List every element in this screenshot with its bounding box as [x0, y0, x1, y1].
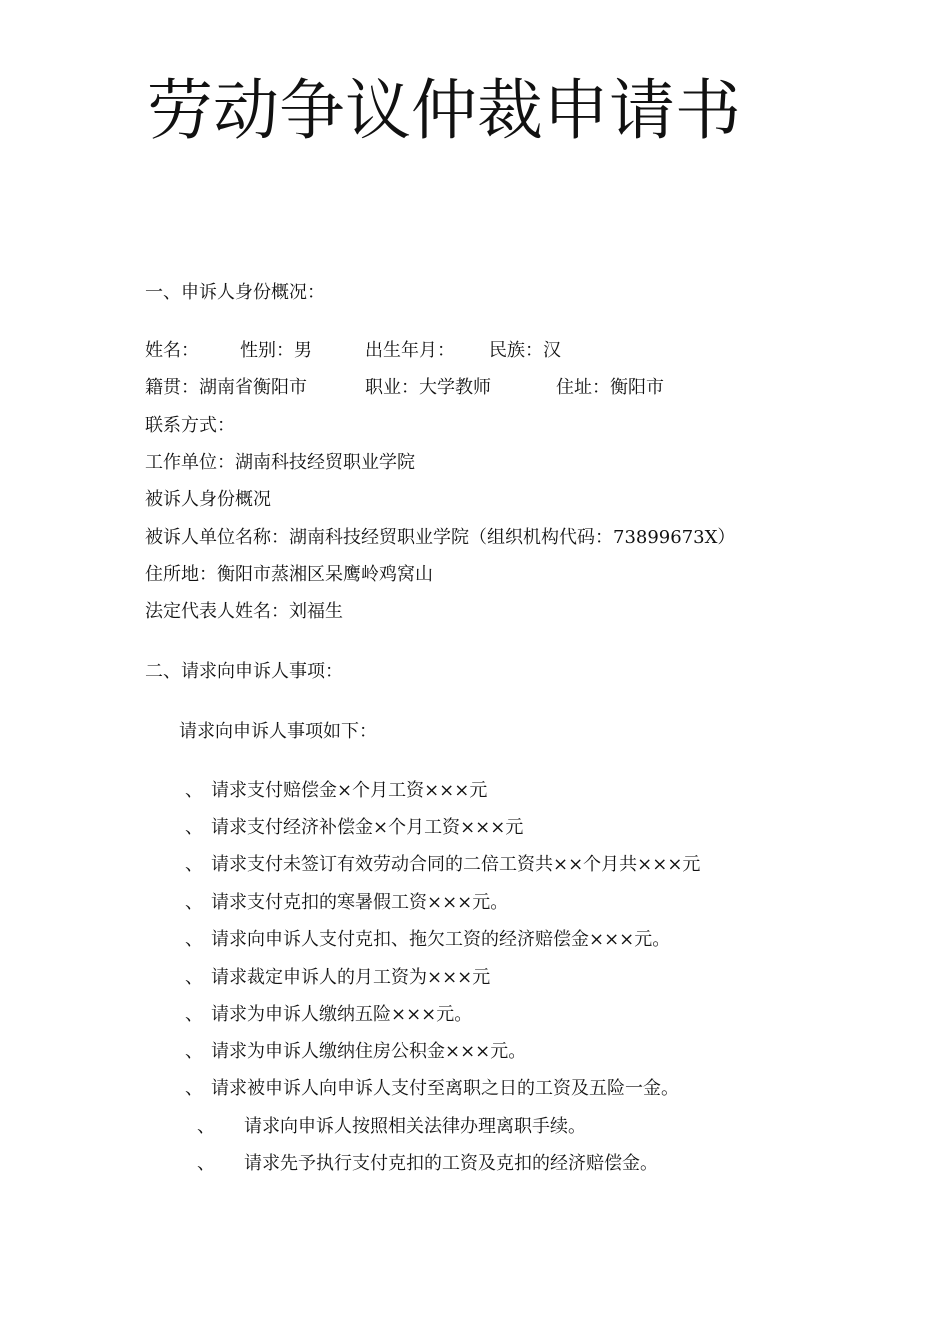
occupation-field: 职业：大学教师	[365, 377, 491, 398]
list-marker: 、	[185, 854, 203, 875]
request-text: 请求为申诉人缴纳住房公积金×××元。	[211, 1041, 527, 1062]
contact-field: 联系方式：	[145, 415, 235, 436]
section1-heading: 一、申诉人身份概况：	[145, 282, 325, 303]
requests-intro: 请求向申诉人事项如下：	[179, 721, 377, 742]
birth-field: 出生年月：	[365, 340, 455, 361]
list-marker: 、	[185, 892, 203, 913]
request-text: 请求支付克扣的寒暑假工资×××元。	[211, 892, 509, 913]
request-text: 请求先予执行支付克扣的工资及克扣的经济赔偿金。	[244, 1153, 658, 1174]
list-marker: 、	[185, 780, 203, 801]
list-marker: 、	[185, 967, 203, 988]
document-title: 劳动争议仲裁申请书	[147, 72, 741, 149]
request-text: 请求裁定申诉人的月工资为×××元	[211, 967, 491, 988]
list-marker: 、	[185, 1078, 203, 1099]
native-place-field: 籍贯：湖南省衡阳市	[145, 377, 307, 398]
list-marker: 、	[197, 1153, 215, 1174]
request-text: 请求支付赔偿金×个月工资×××元	[211, 780, 488, 801]
request-text: 请求被申诉人向申诉人支付至离职之日的工资及五险一金。	[211, 1078, 679, 1099]
name-label: 姓名：	[145, 340, 199, 361]
respondent-name-field: 被诉人单位名称：湖南科技经贸职业学院（组织机构代码：73899673X）	[145, 527, 736, 548]
request-text: 请求向申诉人按照相关法律办理离职手续。	[244, 1116, 586, 1137]
workplace-field: 工作单位：湖南科技经贸职业学院	[145, 452, 415, 473]
address-field: 住址：衡阳市	[556, 377, 664, 398]
list-marker: 、	[185, 1041, 203, 1062]
respondent-address-field: 住所地：衡阳市蒸湘区呆鹰岭鸡窝山	[145, 564, 433, 585]
list-marker: 、	[197, 1116, 215, 1137]
respondent-heading: 被诉人身份概况	[145, 489, 271, 510]
request-text: 请求支付未签订有效劳动合同的二倍工资共××个月共×××元	[211, 854, 701, 875]
legal-representative-field: 法定代表人姓名：刘福生	[145, 601, 343, 622]
list-marker: 、	[185, 1004, 203, 1025]
gender-field: 性别：男	[240, 340, 312, 361]
request-text: 请求为申诉人缴纳五险×××元。	[211, 1004, 473, 1025]
request-text: 请求向申诉人支付克扣、拖欠工资的经济赔偿金×××元。	[211, 929, 671, 950]
list-marker: 、	[185, 817, 203, 838]
list-marker: 、	[185, 929, 203, 950]
request-text: 请求支付经济补偿金×个月工资×××元	[211, 817, 524, 838]
section2-heading: 二、请求向申诉人事项：	[145, 661, 343, 682]
ethnicity-field: 民族：汉	[489, 340, 561, 361]
